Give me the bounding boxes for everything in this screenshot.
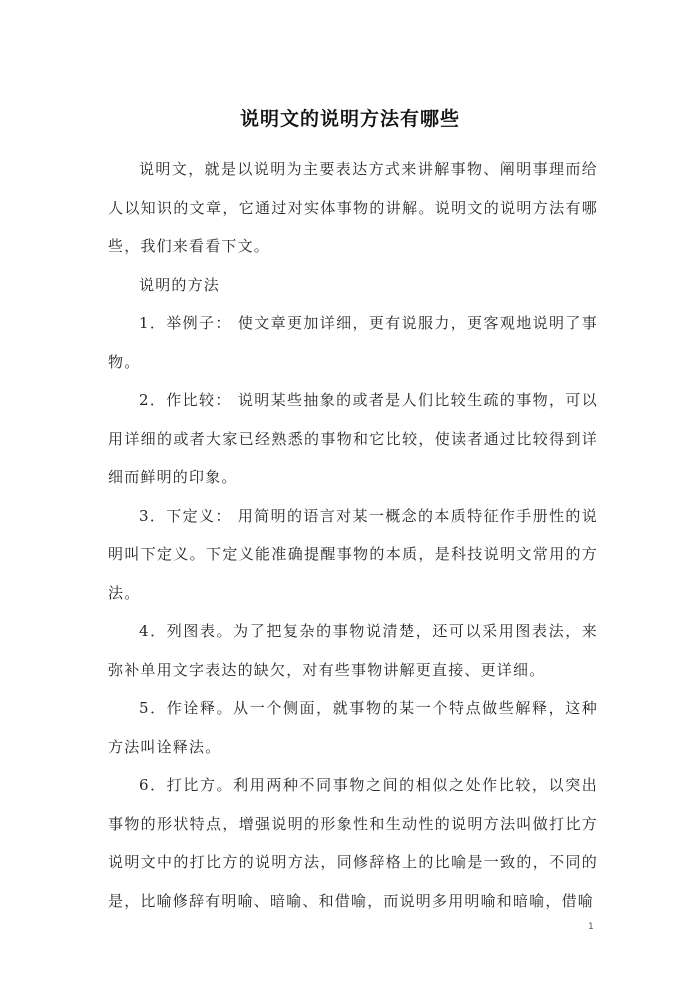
- paragraph-method-2: 2．作比较： 说明某些抽象的或者是人们比较生疏的事物，可以用详细的或者大家已经熟悉的事物和它比较，使读者通过比较得到详细而鲜明的印象。: [108, 391, 598, 486]
- paragraph-method-1: 1．举例子： 使文章更加详细，更有说服力，更客观地说明了事物。: [108, 314, 598, 371]
- paragraph-method-4: 4．列图表。为了把复杂的事物说清楚，还可以采用图表法，来弥补单用文字表达的缺欠，对有些事物讲解更直接、更详细。: [108, 622, 598, 679]
- paragraph-method-3: 3．下定义： 用简明的语言对某一概念的本质特征作手册性的说明叫下定义。下定义能准确提醒事物的本质，是科技说明文常用的方法。: [108, 506, 598, 602]
- paragraph-method-5: 5．作诠释。从一个侧面，就事物的某一个特点做些解释，这种方法叫诠释法。: [108, 699, 598, 756]
- paragraph-intro: 说明文，就是以说明为主要表达方式来讲解事物、阐明事理而给人以知识的文章，它通过对实体事物的讲解。说明文的说明方法有哪些，我们来看看下文。: [108, 160, 598, 255]
- paragraph-heading-methods: 说明的方法: [139, 275, 221, 294]
- page-number: 1: [588, 922, 594, 932]
- paragraph-method-6: 6．打比方。利用两种不同事物之间的相似之处作比较，以突出事物的形状特点，增强说明的形象性和生动性的说明方法叫做打比方说明文中的打比方的说明方法，同修辞格上的比喻是一致的，不同的是，比喻修辞有明喻、暗喻、和借喻，而说明多用明喻和暗喻，借喻: [108, 776, 598, 910]
- document-title: 说明文的说明方法有哪些: [239, 108, 460, 130]
- document-body: [108, 150, 598, 920]
